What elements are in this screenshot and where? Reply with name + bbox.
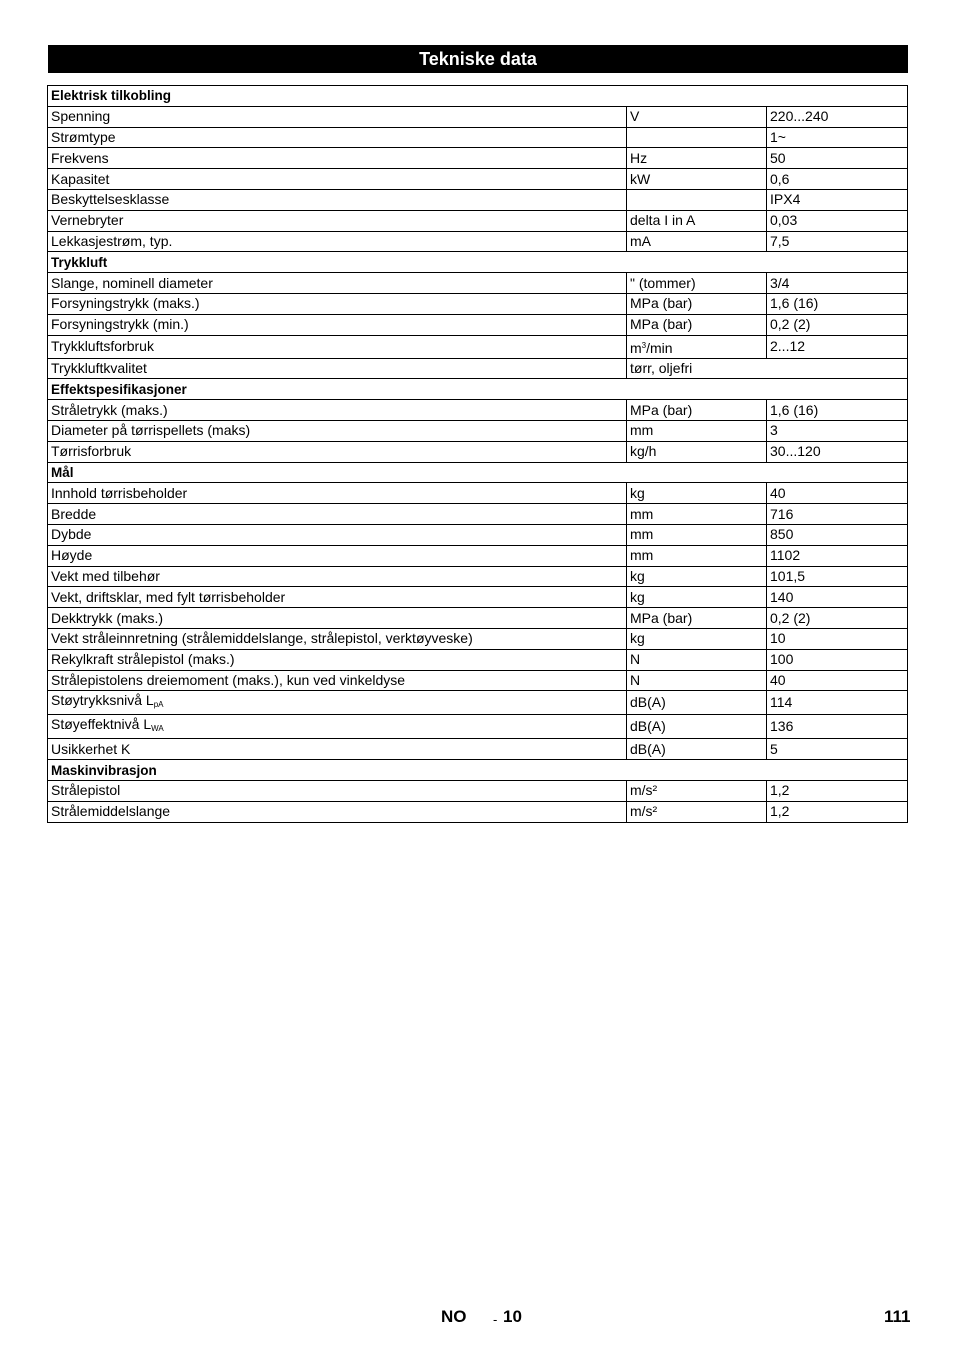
spec-value-text: 0,2 (2) <box>770 316 811 333</box>
spec-value-text: 5 <box>770 740 778 757</box>
spec-unit-text: kg/h <box>630 443 657 460</box>
table-row <box>48 566 908 587</box>
table-row <box>48 169 908 190</box>
spec-value <box>767 691 908 715</box>
spec-unit-text: N <box>630 651 641 668</box>
spec-value <box>767 483 908 504</box>
spec-value-text: 220...240 <box>770 108 829 125</box>
spec-unit-text: mm <box>630 547 654 564</box>
spec-label-subscript: pA <box>153 700 164 710</box>
spec-label-text: Innhold tørrisbeholder <box>51 484 188 501</box>
table-row <box>48 545 908 566</box>
spec-label-text: Usikkerhet K <box>51 740 131 757</box>
section-title-text: Elektrisk tilkobling <box>51 88 172 104</box>
spec-unit <box>627 649 767 670</box>
spec-value <box>767 504 908 525</box>
spec-label <box>48 441 627 462</box>
spec-value <box>767 127 908 148</box>
spec-label <box>48 106 627 127</box>
spec-label <box>48 231 627 252</box>
spec-unit <box>627 420 767 441</box>
spec-unit <box>627 566 767 587</box>
spec-label <box>48 504 627 525</box>
spec-unit <box>627 169 767 190</box>
spec-unit-text: m/s² <box>630 782 658 799</box>
technical-data-table <box>47 85 908 823</box>
spec-label-text: Stråletrykk (maks.) <box>51 401 168 418</box>
spec-label <box>48 801 627 822</box>
spec-value <box>767 608 908 629</box>
spec-value-text: 140 <box>770 588 794 605</box>
spec-label <box>48 670 627 691</box>
spec-label <box>48 608 627 629</box>
spec-label-text: Vekt stråleinnretning (strålemiddelslange, strålepistol, verktøyveske) <box>51 630 473 647</box>
table-row <box>48 420 908 441</box>
spec-value-text: 30...120 <box>770 443 821 460</box>
spec-label <box>48 545 627 566</box>
spec-value <box>767 524 908 545</box>
spec-unit <box>627 273 767 294</box>
spec-value-text: 100 <box>770 651 794 668</box>
spec-unit-text: N <box>630 671 641 688</box>
spec-label <box>48 628 627 649</box>
spec-label-text: Dybde <box>51 526 92 543</box>
spec-unit-text: kg <box>630 630 645 647</box>
section-header-row <box>48 760 908 781</box>
spec-label-text: Slange, nominell diameter <box>51 274 213 291</box>
spec-unit-text: Hz <box>630 149 648 166</box>
spec-label <box>48 210 627 231</box>
spec-label-text: Støyeffektnivå L <box>51 716 152 733</box>
spec-value-text: 716 <box>770 505 794 522</box>
spec-value-text: 7,5 <box>770 232 790 249</box>
footer-page-number: 111 <box>884 1307 911 1326</box>
spec-label-text: Lekkasjestrøm, typ. <box>51 232 173 249</box>
spec-label-text: Strømtype <box>51 128 116 145</box>
spec-label-text: Rekylkraft strålepistol (maks.) <box>51 651 235 668</box>
spec-unit <box>627 483 767 504</box>
spec-unit <box>627 780 767 801</box>
table-row <box>48 127 908 148</box>
spec-value <box>767 148 908 169</box>
spec-label <box>48 189 627 210</box>
spec-value-text: 10 <box>770 630 786 647</box>
spec-unit-text: mm <box>630 422 654 439</box>
spec-value <box>767 739 908 760</box>
table-row <box>48 314 908 335</box>
spec-label-text: Forsyningstrykk (maks.) <box>51 295 200 312</box>
table-row <box>48 504 908 525</box>
table-row <box>48 148 908 169</box>
spec-value-text: 0,6 <box>770 170 790 187</box>
spec-label <box>48 715 627 739</box>
spec-unit-text: mm <box>630 526 654 543</box>
spec-unit-text: mm <box>630 505 654 522</box>
table-row <box>48 441 908 462</box>
spec-unit <box>627 189 767 210</box>
footer-dash: - <box>493 1312 498 1327</box>
table-row <box>48 293 908 314</box>
spec-label-text: Beskyttelsesklasse <box>51 191 170 208</box>
spec-label <box>48 691 627 715</box>
section-title-text: Trykkluft <box>51 254 108 270</box>
spec-value-text: 0,03 <box>770 212 798 229</box>
spec-unit <box>627 524 767 545</box>
spec-unit <box>627 400 767 421</box>
spec-label-text: Forsyningstrykk (min.) <box>51 316 189 333</box>
section-header-row <box>48 252 908 273</box>
spec-value <box>767 715 908 739</box>
spec-value-text: 40 <box>770 484 786 501</box>
table-row <box>48 715 908 739</box>
table-row <box>48 335 908 358</box>
page-title: Tekniske data <box>48 45 908 73</box>
spec-label <box>48 335 627 358</box>
spec-value-text: 3/4 <box>770 274 790 291</box>
spec-value-text: 1102 <box>770 547 801 564</box>
spec-label <box>48 169 627 190</box>
spec-value <box>767 670 908 691</box>
spec-value-text: 136 <box>770 718 794 735</box>
section-title <box>48 379 908 400</box>
table-row <box>48 691 908 715</box>
spec-label <box>48 358 627 379</box>
spec-label <box>48 420 627 441</box>
spec-label-text: Strålepistol <box>51 782 121 799</box>
spec-label <box>48 649 627 670</box>
spec-value-text: 40 <box>770 671 786 688</box>
technical-data-body <box>48 86 908 823</box>
spec-label <box>48 483 627 504</box>
spec-label <box>48 148 627 169</box>
spec-unit-superscript: 3 <box>641 340 647 350</box>
spec-unit-text: MPa (bar) <box>630 401 693 418</box>
spec-label <box>48 524 627 545</box>
spec-value <box>767 587 908 608</box>
spec-label <box>48 780 627 801</box>
spec-label-text: Trykkluftkvalitet <box>51 359 147 376</box>
section-header-row <box>48 462 908 483</box>
spec-unit <box>627 670 767 691</box>
spec-value-text: 3 <box>770 422 778 439</box>
spec-value-text: 0,2 (2) <box>770 609 811 626</box>
spec-unit <box>627 335 767 358</box>
spec-unit <box>627 314 767 335</box>
spec-value-text: 101,5 <box>770 567 806 584</box>
spec-unit <box>627 210 767 231</box>
footer-local-page: 10 <box>503 1307 522 1326</box>
table-row <box>48 801 908 822</box>
spec-label-text: Høyde <box>51 547 93 564</box>
spec-value-text: 1,2 <box>770 803 790 820</box>
spec-label <box>48 314 627 335</box>
spec-value <box>767 293 908 314</box>
table-row <box>48 210 908 231</box>
spec-label-text: Diameter på tørrispellets (maks) <box>51 422 251 439</box>
spec-unit <box>627 293 767 314</box>
spec-value <box>627 358 908 379</box>
section-header-row <box>48 379 908 400</box>
table-row <box>48 231 908 252</box>
section-title-text: Effektspesifikasjoner <box>51 381 187 397</box>
spec-unit <box>627 715 767 739</box>
spec-value <box>767 314 908 335</box>
spec-label-text: Trykkluftsforbruk <box>51 338 154 355</box>
spec-value <box>767 628 908 649</box>
spec-value-text: 1,6 (16) <box>770 401 819 418</box>
spec-value <box>767 189 908 210</box>
spec-label-text: Vekt med tilbehør <box>51 567 160 584</box>
section-title <box>48 462 908 483</box>
spec-value <box>767 273 908 294</box>
spec-unit <box>627 127 767 148</box>
section-title-text: Maskinvibrasjon <box>51 762 157 778</box>
spec-label-text: Dekktrykk (maks.) <box>51 609 163 626</box>
spec-value-text: 50 <box>770 149 786 166</box>
spec-value <box>767 106 908 127</box>
spec-unit <box>627 587 767 608</box>
table-row <box>48 587 908 608</box>
spec-unit-text: m/s² <box>630 803 658 820</box>
spec-value <box>767 210 908 231</box>
table-row <box>48 608 908 629</box>
spec-unit-text: kg <box>630 588 645 605</box>
spec-label <box>48 400 627 421</box>
spec-unit <box>627 545 767 566</box>
section-title <box>48 86 908 107</box>
spec-label <box>48 273 627 294</box>
spec-value-text: 1~ <box>770 128 786 145</box>
spec-value-text: 850 <box>770 526 794 543</box>
table-row <box>48 670 908 691</box>
spec-label-text: Strålepistolens dreiemoment (maks.), kun ved vinkeldyse <box>51 671 406 688</box>
table-row <box>48 189 908 210</box>
spec-label-text: Tørrisforbruk <box>51 443 132 460</box>
spec-label <box>48 587 627 608</box>
table-row <box>48 483 908 504</box>
spec-unit-text: dB(A) <box>630 718 666 735</box>
table-row <box>48 649 908 670</box>
footer-language: NO <box>441 1307 467 1326</box>
spec-label-text: Kapasitet <box>51 170 110 187</box>
spec-value <box>767 566 908 587</box>
spec-unit <box>627 801 767 822</box>
spec-unit-text: " (tommer) <box>630 274 696 291</box>
spec-value <box>767 420 908 441</box>
table-row <box>48 273 908 294</box>
spec-unit-suffix: /min <box>646 339 673 356</box>
spec-label-text: Bredde <box>51 505 97 522</box>
spec-unit-text: m <box>630 339 642 356</box>
spec-label-text: Støytrykksnivå L <box>51 692 154 709</box>
spec-unit <box>627 148 767 169</box>
spec-unit-text: V <box>630 108 640 125</box>
spec-value-text: tørr, oljefri <box>630 359 693 376</box>
table-row <box>48 739 908 760</box>
spec-value-text: IPX4 <box>770 191 801 208</box>
spec-unit <box>627 608 767 629</box>
section-title-text: Mål <box>51 464 74 480</box>
spec-value <box>767 801 908 822</box>
spec-value-text: 114 <box>770 694 793 711</box>
spec-unit-text: dB(A) <box>630 694 666 711</box>
spec-unit <box>627 441 767 462</box>
spec-label-text: Vekt, driftsklar, med fylt tørrisbeholder <box>51 588 286 605</box>
spec-value-text: 1,2 <box>770 782 790 799</box>
table-row <box>48 400 908 421</box>
spec-value <box>767 441 908 462</box>
spec-value <box>767 169 908 190</box>
spec-label-subscript: WA <box>151 724 164 734</box>
section-title <box>48 252 908 273</box>
spec-label <box>48 566 627 587</box>
spec-value <box>767 780 908 801</box>
section-header-row <box>48 86 908 107</box>
spec-label <box>48 293 627 314</box>
spec-unit-text: kg <box>630 484 645 501</box>
spec-value <box>767 335 908 358</box>
table-row <box>48 358 908 379</box>
spec-label <box>48 739 627 760</box>
spec-unit <box>627 106 767 127</box>
table-row <box>48 628 908 649</box>
spec-unit-text: kW <box>630 170 651 187</box>
spec-label-text: Strålemiddelslange <box>51 803 171 820</box>
spec-value <box>767 649 908 670</box>
spec-unit <box>627 691 767 715</box>
spec-label-text: Vernebryter <box>51 212 124 229</box>
spec-unit <box>627 231 767 252</box>
spec-unit-text: MPa (bar) <box>630 295 693 312</box>
spec-unit <box>627 628 767 649</box>
spec-unit-text: MPa (bar) <box>630 316 693 333</box>
spec-value <box>767 545 908 566</box>
table-row <box>48 780 908 801</box>
section-title <box>48 760 908 781</box>
table-row <box>48 106 908 127</box>
spec-value <box>767 400 908 421</box>
spec-label <box>48 127 627 148</box>
spec-label-text: Spenning <box>51 108 111 125</box>
spec-unit-text: mA <box>630 232 651 249</box>
table-row <box>48 524 908 545</box>
spec-value-text: 2...12 <box>770 338 806 355</box>
spec-unit-text: delta I in A <box>630 212 696 229</box>
spec-unit-text: dB(A) <box>630 740 666 757</box>
spec-unit <box>627 504 767 525</box>
spec-unit-text: MPa (bar) <box>630 609 693 626</box>
spec-value <box>767 231 908 252</box>
spec-unit <box>627 739 767 760</box>
spec-value-text: 1,6 (16) <box>770 295 819 312</box>
spec-unit-text: kg <box>630 567 645 584</box>
spec-label-text: Frekvens <box>51 149 109 166</box>
